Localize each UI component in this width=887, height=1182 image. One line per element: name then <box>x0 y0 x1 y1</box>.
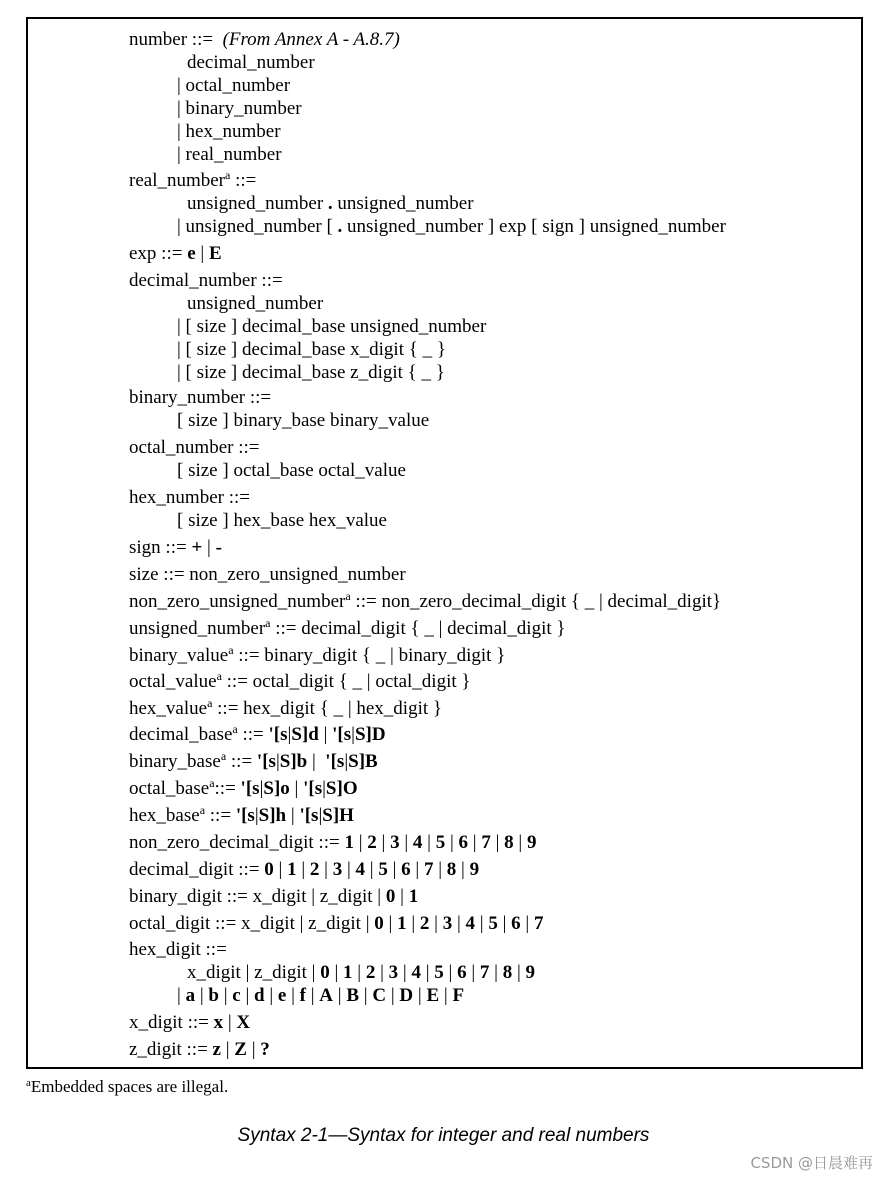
syntax-token: unsigned_number <box>187 193 328 214</box>
syntax-line <box>177 339 446 361</box>
syntax-line <box>129 805 354 827</box>
syntax-token: s <box>252 778 260 799</box>
syntax-token: | <box>264 985 278 1006</box>
syntax-token: | <box>452 913 466 934</box>
syntax-line <box>129 1012 250 1034</box>
syntax-token: 6 <box>457 962 467 983</box>
syntax-token: ]b <box>290 751 308 772</box>
syntax-line <box>129 564 406 586</box>
syntax-token: 1 <box>344 832 354 853</box>
syntax-token: binary_number ::= <box>129 387 272 408</box>
syntax-token: | <box>512 962 526 983</box>
syntax-token: ]D <box>365 724 386 745</box>
syntax-line <box>129 243 222 265</box>
syntax-token: | <box>420 962 435 983</box>
syntax-token: | <box>322 778 326 799</box>
syntax-token: | <box>289 778 304 799</box>
syntax-token: - <box>215 537 222 558</box>
syntax-token: C <box>372 985 387 1006</box>
syntax-line <box>129 832 536 854</box>
syntax-token: 8 <box>502 962 513 983</box>
syntax-token: hex_digit ::= <box>129 939 227 960</box>
syntax-token: ]O <box>336 778 358 799</box>
syntax-token: | <box>359 985 373 1006</box>
syntax-token: | <box>344 751 349 772</box>
syntax-token: 3 <box>390 832 400 853</box>
syntax-token: | <box>275 751 280 772</box>
syntax-token: | <box>286 985 300 1006</box>
syntax-token: | <box>422 832 436 853</box>
syntax-token: 1 <box>343 962 353 983</box>
syntax-line <box>177 362 445 384</box>
syntax-token: | <box>410 859 424 880</box>
syntax-line <box>177 75 290 97</box>
syntax-line <box>129 387 271 409</box>
syntax-token: 6 <box>401 859 411 880</box>
syntax-token: unsigned_number <box>187 293 324 314</box>
syntax-token: | <box>195 243 209 264</box>
syntax-token: hex_value <box>129 698 208 719</box>
syntax-token: S <box>263 778 274 799</box>
syntax-token: 4 <box>465 913 475 934</box>
syntax-token: | unsigned_number [ <box>177 216 338 237</box>
syntax-token: Z <box>234 1039 247 1060</box>
syntax-token: octal_number ::= <box>129 437 260 458</box>
syntax-token: | octal_number <box>177 75 291 96</box>
syntax-token: B <box>346 985 360 1006</box>
syntax-token: unsigned_number ] exp [ sign ] unsigned_number <box>342 216 726 237</box>
syntax-token: 1 <box>408 886 419 907</box>
footnote-ref: a <box>265 616 271 630</box>
syntax-token: | <box>296 859 310 880</box>
syntax-token: | <box>386 985 400 1006</box>
syntax-token: 8 <box>446 859 457 880</box>
syntax-line <box>177 316 486 338</box>
syntax-token: | [ size ] decimal_base z_digit { _ } <box>177 362 445 383</box>
syntax-line <box>177 460 406 482</box>
syntax-token: | <box>223 1012 237 1033</box>
syntax-token: 5 <box>378 859 388 880</box>
syntax-token: 7 <box>481 832 491 853</box>
syntax-token: e <box>187 243 196 264</box>
syntax-token: | <box>254 805 259 826</box>
syntax-token: 0 <box>264 859 274 880</box>
syntax-token: | <box>342 859 356 880</box>
syntax-token: | <box>489 962 503 983</box>
syntax-token: S <box>348 751 359 772</box>
syntax-token: 3 <box>332 859 343 880</box>
syntax-token: 9 <box>525 962 536 983</box>
footnote-ref: a <box>199 803 206 817</box>
syntax-token: [ size ] hex_base hex_value <box>177 510 387 531</box>
syntax-token: unsigned_number <box>129 618 266 639</box>
syntax-token: s <box>280 724 288 745</box>
syntax-token: x_digit ::= <box>129 1012 214 1033</box>
syntax-token: real_number <box>129 170 226 191</box>
syntax-token: | <box>352 962 366 983</box>
syntax-token: | <box>383 913 398 934</box>
syntax-token: | <box>319 859 333 880</box>
syntax-token: ::= <box>230 170 257 191</box>
syntax-box <box>26 17 863 1069</box>
syntax-token: octal_base <box>129 778 210 799</box>
syntax-token: | <box>520 913 534 934</box>
syntax-line <box>129 437 260 459</box>
footnote-text: Embedded spaces are illegal. <box>30 1077 229 1096</box>
syntax-token: | <box>218 985 233 1006</box>
syntax-token: | <box>202 537 216 558</box>
syntax-token: s <box>311 805 319 826</box>
syntax-token: | <box>286 805 300 826</box>
syntax-token: binary_base <box>129 751 221 772</box>
syntax-line <box>177 510 387 532</box>
syntax-token: S <box>291 724 302 745</box>
syntax-token: | <box>475 913 489 934</box>
syntax-token: binary_value <box>129 645 229 666</box>
syntax-token: | <box>375 962 389 983</box>
syntax-line <box>177 410 429 432</box>
syntax-token: ::= binary_digit { _ | binary_digit } <box>233 645 506 666</box>
syntax-token: ]h <box>269 805 287 826</box>
syntax-token: | <box>445 832 459 853</box>
syntax-line <box>177 144 282 166</box>
syntax-token: non_zero_unsigned_number <box>129 591 346 612</box>
syntax-token: + <box>191 537 203 558</box>
syntax-token: E <box>426 985 440 1006</box>
syntax-line <box>177 985 464 1007</box>
syntax-line <box>129 29 400 51</box>
syntax-token: | <box>406 913 420 934</box>
syntax-token: 6 <box>511 913 521 934</box>
syntax-line <box>129 1039 270 1061</box>
syntax-token: | <box>287 724 292 745</box>
syntax-token: | <box>318 805 323 826</box>
syntax-token: d <box>254 985 265 1006</box>
syntax-token: z_digit ::= <box>129 1039 213 1060</box>
syntax-line <box>129 487 250 509</box>
syntax-token: '[ <box>303 778 315 799</box>
syntax-token: | <box>398 962 412 983</box>
syntax-token: | <box>395 886 409 907</box>
syntax-token: | <box>439 985 453 1006</box>
syntax-token: s <box>247 805 255 826</box>
syntax-token: | <box>387 859 402 880</box>
syntax-token: | <box>513 832 527 853</box>
syntax-line <box>177 98 302 120</box>
syntax-token: ? <box>260 1039 270 1060</box>
syntax-token: a <box>185 985 196 1006</box>
syntax-token: ::= <box>205 805 236 826</box>
syntax-line <box>129 270 283 292</box>
syntax-token: size ::= non_zero_unsigned_number <box>129 564 406 585</box>
syntax-token: ::= octal_digit { _ | octal_digit } <box>221 671 471 692</box>
syntax-token: | <box>305 985 320 1006</box>
syntax-token: [ size ] octal_base octal_value <box>177 460 406 481</box>
syntax-token: 1 <box>397 913 407 934</box>
syntax-token: | <box>468 832 482 853</box>
syntax-line <box>129 537 222 559</box>
syntax-line <box>129 913 543 935</box>
syntax-token: | real_number <box>177 144 282 165</box>
syntax-token: decimal_number <box>187 52 315 73</box>
syntax-token: decimal_digit ::= <box>129 859 265 880</box>
syntax-token: D <box>399 985 414 1006</box>
syntax-token: | <box>399 832 413 853</box>
syntax-token: decimal_number ::= <box>129 270 283 291</box>
syntax-token: ::= hex_digit { _ | hex_digit } <box>212 698 443 719</box>
syntax-line <box>129 618 566 640</box>
syntax-token: s <box>314 778 323 799</box>
syntax-token: 8 <box>504 832 514 853</box>
syntax-line <box>129 778 358 800</box>
syntax-token: | hex_number <box>177 121 281 142</box>
syntax-line <box>129 591 721 613</box>
syntax-token: 0 <box>374 913 384 934</box>
syntax-token: 7 <box>423 859 434 880</box>
syntax-token: 5 <box>435 832 446 853</box>
syntax-token: S <box>322 805 333 826</box>
syntax-token: x_digit | z_digit | <box>187 962 321 983</box>
syntax-token: | <box>376 832 391 853</box>
syntax-token: 6 <box>458 832 469 853</box>
syntax-token: ]d <box>301 724 319 745</box>
syntax-token: | <box>329 962 344 983</box>
syntax-token: '[ <box>332 724 344 745</box>
syntax-token: decimal_base <box>129 724 233 745</box>
syntax-token: non_zero_decimal_digit ::= <box>129 832 345 853</box>
syntax-token: [ size ] binary_base binary_value <box>177 410 430 431</box>
syntax-token: | <box>413 985 427 1006</box>
syntax-token: 2 <box>365 962 376 983</box>
syntax-token: | <box>351 724 355 745</box>
syntax-token: ]B <box>358 751 378 772</box>
syntax-line <box>129 751 378 773</box>
syntax-token: 4 <box>411 962 421 983</box>
syntax-line <box>177 121 281 143</box>
syntax-line <box>129 886 418 908</box>
syntax-token: ]H <box>332 805 354 826</box>
syntax-token: 3 <box>388 962 399 983</box>
syntax-token: | binary_number <box>177 98 302 119</box>
syntax-token: | <box>466 962 480 983</box>
syntax-token: 7 <box>479 962 490 983</box>
syntax-line <box>129 724 386 746</box>
syntax-token: f <box>299 985 306 1006</box>
syntax-token: | <box>307 751 326 772</box>
syntax-token: number ::= <box>129 29 223 50</box>
syntax-token: (From Annex A - A.8.7) <box>222 29 400 50</box>
syntax-token: | <box>177 985 186 1006</box>
syntax-token: S <box>354 724 366 745</box>
syntax-token: | <box>490 832 505 853</box>
syntax-token: hex_number ::= <box>129 487 250 508</box>
syntax-token: E <box>208 243 222 264</box>
syntax-token: S <box>279 751 291 772</box>
syntax-line <box>129 645 505 667</box>
syntax-line <box>187 293 323 315</box>
syntax-line <box>129 671 471 693</box>
syntax-token: 0 <box>385 886 396 907</box>
footnote-ref: a <box>345 589 351 603</box>
syntax-token: 4 <box>412 832 423 853</box>
syntax-token: octal_digit ::= x_digit | z_digit | <box>129 913 375 934</box>
syntax-token: | <box>259 778 264 799</box>
syntax-token: 9 <box>526 832 537 853</box>
syntax-line <box>187 193 474 215</box>
syntax-line <box>129 698 442 720</box>
footnote-ref: a <box>207 696 213 710</box>
syntax-token: c <box>232 985 241 1006</box>
syntax-token: x <box>213 1012 224 1033</box>
syntax-line <box>177 216 726 238</box>
syntax-token: binary_digit ::= x_digit | z_digit | <box>129 886 386 907</box>
syntax-token: b <box>208 985 219 1006</box>
figure-caption: Syntax 2-1—Syntax for integer and real numbers <box>237 1125 650 1146</box>
syntax-token: ::= <box>226 751 257 772</box>
syntax-token: 5 <box>488 913 498 934</box>
footnote <box>26 1076 228 1100</box>
syntax-token: e <box>277 985 287 1006</box>
footnote-ref: a <box>228 643 234 657</box>
footnote-ref: a <box>232 722 238 736</box>
syntax-token: . <box>337 216 343 237</box>
syntax-token: '[ <box>299 805 312 826</box>
watermark: CSDN @日晨难再 <box>750 1154 873 1172</box>
syntax-line <box>187 962 535 984</box>
syntax-line <box>129 859 479 881</box>
syntax-token: A <box>319 985 334 1006</box>
footnote-ref: a <box>220 749 227 763</box>
syntax-token: 2 <box>419 913 430 934</box>
syntax-token: | <box>429 913 443 934</box>
syntax-token: | <box>195 985 209 1006</box>
syntax-line <box>129 170 256 192</box>
syntax-token: z <box>212 1039 221 1060</box>
footnote-ref: a <box>209 776 215 790</box>
syntax-token: | <box>240 985 255 1006</box>
syntax-token: '[ <box>325 751 337 772</box>
syntax-token: '[ <box>240 778 253 799</box>
syntax-token: S <box>258 805 270 826</box>
syntax-token: 0 <box>320 962 330 983</box>
syntax-token: | [ size ] decimal_base x_digit { _ } <box>177 339 446 360</box>
syntax-token: 9 <box>469 859 480 880</box>
syntax-token: | [ size ] decimal_base unsigned_number <box>177 316 487 337</box>
syntax-token: 5 <box>434 962 444 983</box>
syntax-token: | <box>333 985 347 1006</box>
footnote-ref: a <box>216 669 222 683</box>
footnote-marker: a <box>26 1077 31 1089</box>
syntax-token: hex_base <box>129 805 200 826</box>
syntax-token: 4 <box>355 859 365 880</box>
syntax-token: S <box>325 778 337 799</box>
syntax-token: | <box>433 859 447 880</box>
syntax-token: 2 <box>309 859 320 880</box>
syntax-token: exp ::= <box>129 243 188 264</box>
syntax-token: X <box>236 1012 251 1033</box>
syntax-token: 3 <box>442 913 453 934</box>
syntax-token: unsigned_number <box>332 193 474 214</box>
syntax-token: | <box>318 724 333 745</box>
syntax-line <box>129 939 227 961</box>
syntax-token: ::= decimal_digit { _ | decimal_digit } <box>270 618 566 639</box>
syntax-token: | <box>353 832 368 853</box>
syntax-token: . <box>327 193 333 214</box>
syntax-token: s <box>343 724 352 745</box>
syntax-token: 1 <box>287 859 297 880</box>
syntax-token: | <box>365 859 379 880</box>
footnote-ref: a <box>225 168 231 182</box>
syntax-token: '[ <box>235 805 248 826</box>
syntax-token: | <box>246 1039 261 1060</box>
syntax-token: | <box>443 962 458 983</box>
syntax-token: | <box>220 1039 235 1060</box>
syntax-token: 2 <box>367 832 377 853</box>
syntax-token: ]o <box>273 778 290 799</box>
syntax-token: s <box>336 751 345 772</box>
syntax-token: | <box>497 913 512 934</box>
syntax-token: | <box>273 859 288 880</box>
syntax-token: '[ <box>256 751 269 772</box>
syntax-line <box>187 52 315 74</box>
syntax-token: F <box>452 985 465 1006</box>
syntax-token: ::= non_zero_decimal_digit { _ | decimal_digit} <box>350 591 722 612</box>
syntax-token: 7 <box>533 913 544 934</box>
syntax-token: s <box>268 751 276 772</box>
syntax-token: octal_value <box>129 671 217 692</box>
syntax-token: '[ <box>268 724 281 745</box>
syntax-token: ::= <box>237 724 269 745</box>
syntax-token: | <box>456 859 470 880</box>
syntax-token: ::= <box>214 778 241 799</box>
syntax-token: sign ::= <box>129 537 192 558</box>
